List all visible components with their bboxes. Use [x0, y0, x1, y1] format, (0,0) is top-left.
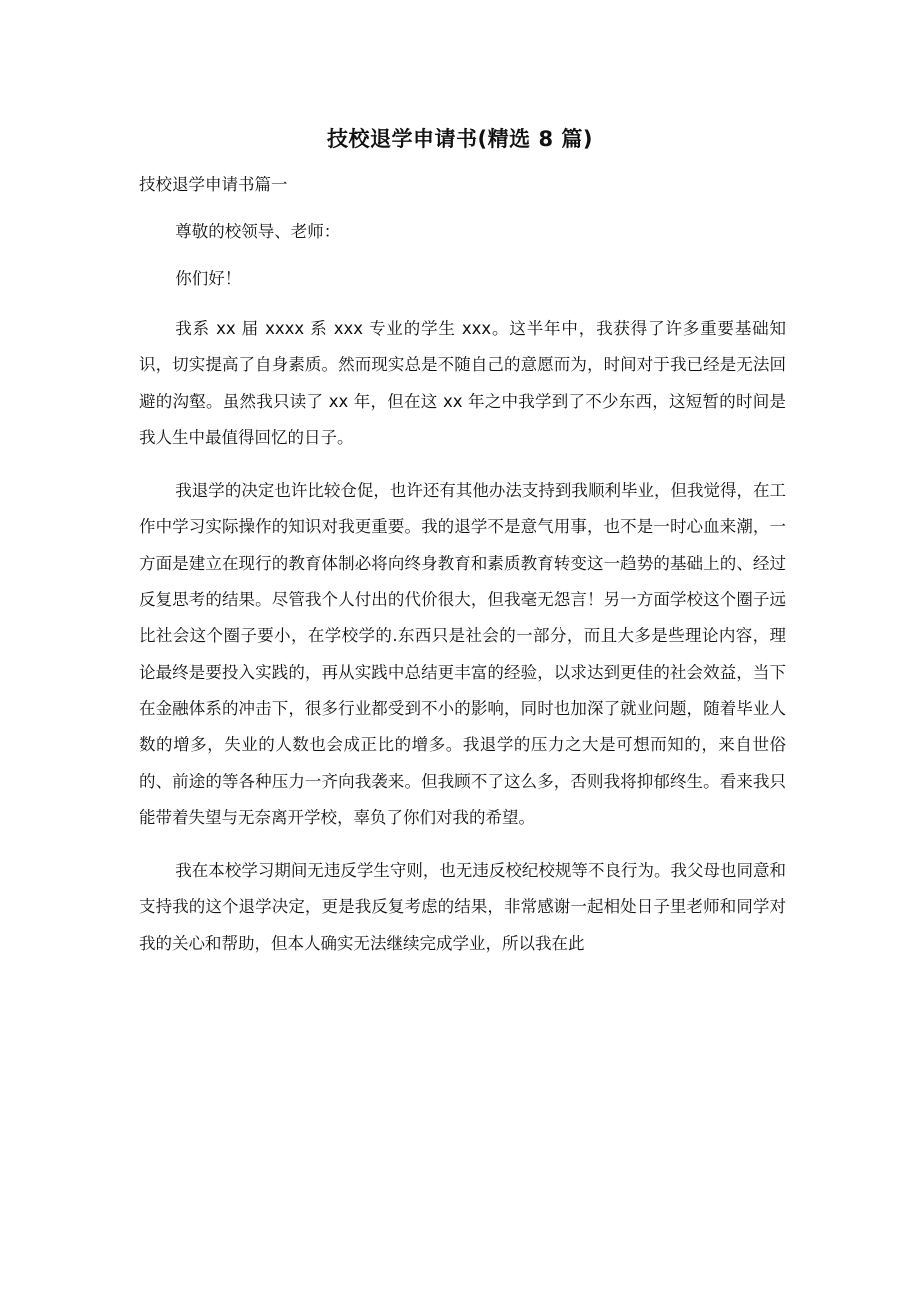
section-heading: 技校退学申请书篇一: [139, 175, 288, 194]
paragraph-3: 我在本校学习期间无违反学生守则，也无违反校纪校规等不良行为。我父母也同意和支持我的这个退学决定，更是我反复考虑的结果，非常感谢一起相处日子里老师和同学对我的关心和帮助，但本人确实无法继续完成学业，所以我在此: [139, 861, 786, 953]
document-body: [139, 170, 786, 979]
greeting: 你们好！: [175, 269, 242, 288]
salutation: 尊敬的校领导、老师：: [175, 222, 341, 241]
paragraph-2: 我退学的决定也许比较仓促，也许还有其他办法支持到我顺利毕业，但我觉得，在工作中学习实际操作的知识对我更重要。我的退学不是意气用事，也不是一时心血来潮，一方面是建立在现行的教育体制必将向终身教育和素质教育转变这一趋势的基础上的、经过反复思考的结果。尽管我个人付出的代价很大，但我毫无怨言！另一方面学校这个圈子远比社会这个圈子要小，在学校学的.东西只是社会的一部分，而且大多是些理论内容，理论最终是要投入实践的，再从实践中总结更丰富的经验，以求达到更佳的社会效益，当下在金融体系的冲击下，很多行业都受到不小的影响，同时也加深了就业问题，随着毕业人数的增多，失业的人数也会成正比的增多。我退学的压力之大是可想而知的，来自世俗的、前途的等各种压力一齐向我袭来。但我顾不了这么多，否则我将抑郁终生。看来我只能带着失望与无奈离开学校，辜负了你们对我的希望。: [139, 481, 786, 827]
document-title: 技校退学申请书(精选 8 篇): [327, 127, 593, 151]
paragraph-1: 我系 xx 届 xxxx 系 xxx 专业的学生 xxx。这半年中，我获得了许多重要基础知识，切实提高了自身素质。然而现实总是不随自己的意愿而为，时间对于我已经是无法回避的沟壑。虽然我只读了 xx 年，但在这 xx 年之中我学到了不少东西，这短暂的时间是我人生中最值得回忆的日子。: [139, 319, 786, 447]
